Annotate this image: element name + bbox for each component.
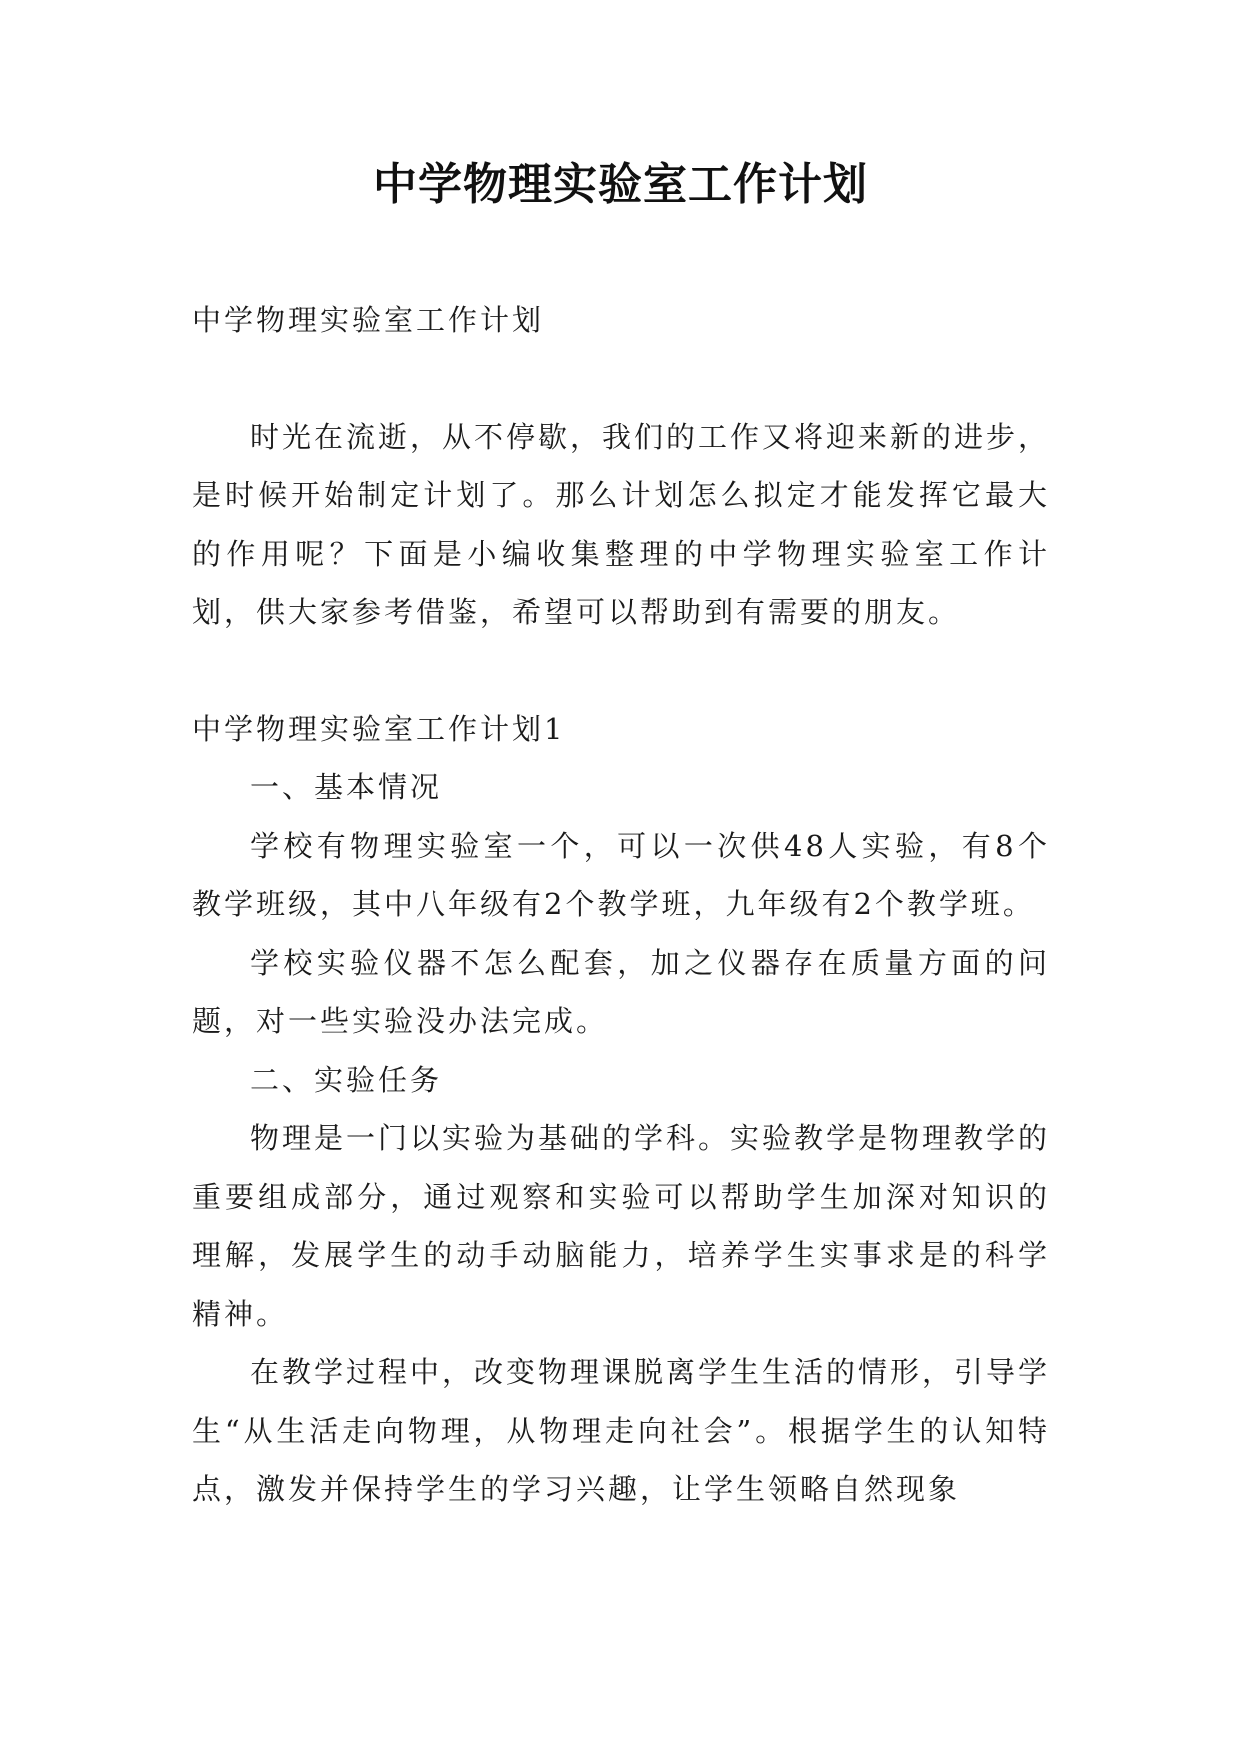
intro-paragraph: 时光在流逝，从不停歇，我们的工作又将迎来新的进步，是时候开始制定计划了。那么计划怎么拟定才能发挥它最大的作用呢？下面是小编收集整理的中学物理实验室工作计划，供大家参考借鉴，希望可以帮助到有需要的朋友。 <box>192 419 1051 629</box>
subtitle-paragraph: 中学物理实验室工作计划 <box>192 303 545 337</box>
body-paragraph: 学校实验仪器不怎么配套，加之仪器存在质量方面的问题，对一些实验没办法完成。 <box>192 945 1050 1038</box>
heading-basic-situation: 一、基本情况 <box>250 770 443 804</box>
document-body <box>192 291 1050 1519</box>
body-paragraph: 在教学过程中，改变物理课脱离学生生活的情形，引导学生“从生活走向物理，从物理走向社会”。根据学生的认知特点，激发并保持学生的学习兴趣，让学生领略自然现象 <box>192 1355 1051 1506</box>
document-title: 中学物理实验室工作计划 <box>373 159 868 210</box>
section-title: 中学物理实验室工作计划1 <box>192 711 566 746</box>
body-paragraph: 物理是一门以实验为基础的学科。实验教学是物理教学的重要组成部分，通过观察和实验可以帮助学生加深对知识的理解，发展学生的动手动脑能力，培养学生实事求是的科学精神。 <box>192 1121 1051 1331</box>
heading-experiment-tasks: 二、实验任务 <box>250 1062 443 1097</box>
body-paragraph: 学校有物理实验室一个，可以一次供48人实验，有8个教学班级，其中八年级有2个教学班，九年级有2个教学班。 <box>192 828 1050 921</box>
